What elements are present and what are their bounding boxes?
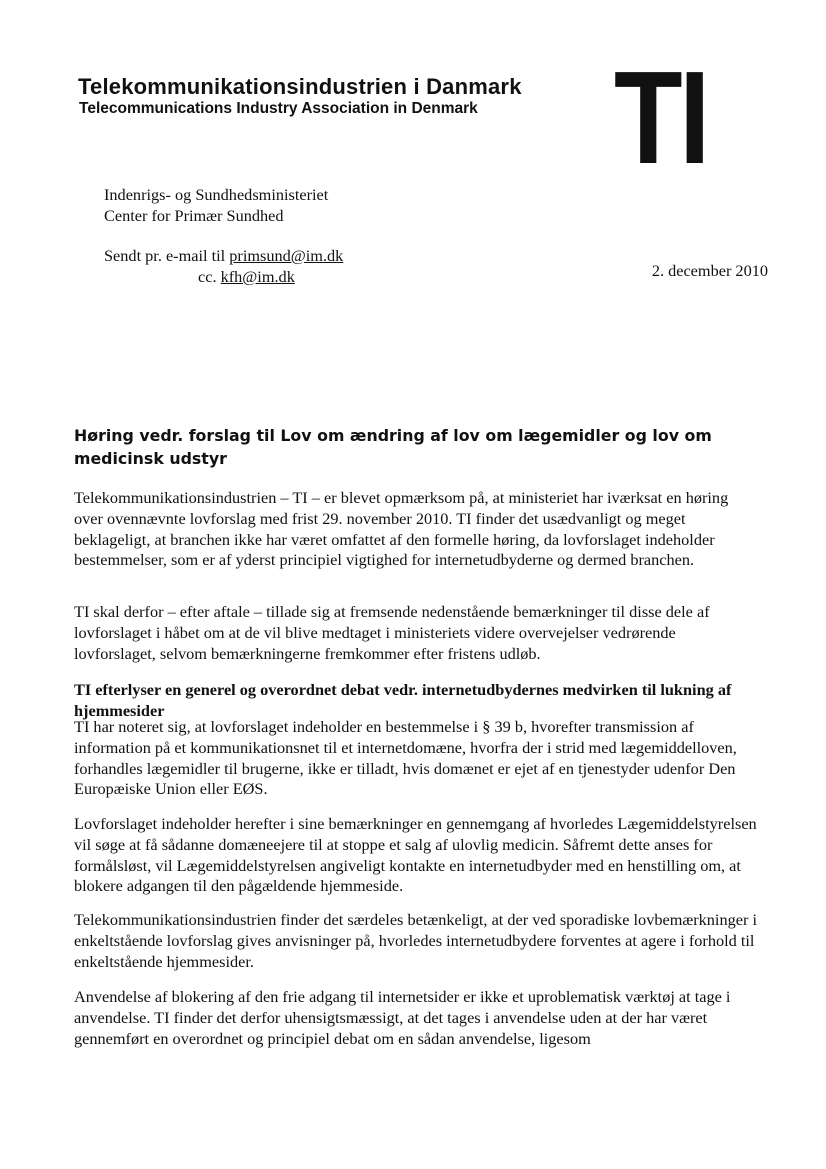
cc-prefix: cc.	[198, 266, 221, 286]
paragraph-1: Telekommunikationsindustrien – TI – er blevet opmærksom på, at ministeriet har iværksat en høring over ovennævnte lovforslag med frist 29. november 2010. TI finder det usædvanligt og meget beklageligt, at branchen ikke har været omfattet af den formelle høring, da lovforslaget indeholder bestemmelser, som er af yderst principiel vigtighed for internetudbyderne og dermed branchen.	[74, 488, 729, 570]
org-name-english: Telecommunications Industry Association in Denmark	[79, 100, 478, 117]
email-link-primsund[interactable]: primsund@im.dk	[229, 246, 344, 265]
recipient-ministry: Indenrigs- og Sundhedsministeriet	[104, 185, 329, 204]
paragraph-4: Lovforslaget indeholder herefter i sine bemærkninger en gennemgang af hvorledes Lægemiddelstyrelsen vil søge at få sådanne domæneejere til at stoppe et salg af ulovlig medicin. Såfremt dette anses for formålsløst, vil Lægemiddelstyrelsen angiveligt kontakte en internetudbyder med en henstilling om, at blokere adgangen til den pågældende hjemmeside.	[74, 814, 757, 896]
paragraph-6: Anvendelse af blokering af den frie adgang til internetsider er ikke et uproblematisk værktøj at tage i anvendelse. TI finder det derfor uhensigtsmæssigt, at det tages i anvendelse uden at der har været gennemført en overordnet og principiel debat om en sådan anvendelse, ligesom	[74, 987, 731, 1048]
paragraph-5: Telekommunikationsindustrien finder det særdeles betænkeligt, at der ved sporadiske lovbemærkninger i enkeltstående lovforslag gives anvisninger på, hvorledes internetudbydere forventes at agere i forhold til enkeltstående hjemmesider.	[74, 910, 757, 971]
email-link-kfh[interactable]: kfh@im.dk	[220, 266, 295, 286]
section-subheading: TI efterlyser en generel og overordnet debat vedr. internetudbydernes medvirken til lukning af hjemmesider	[74, 680, 732, 720]
sent-prefix: Sendt pr. e-mail til	[104, 246, 230, 265]
recipient-center: Center for Primær Sundhed	[104, 205, 284, 225]
ti-logo: TI	[614, 44, 707, 191]
org-name-danish: Telekommunikationsindustrien i Danmark	[78, 74, 522, 99]
letter-date: 2. december 2010	[651, 261, 768, 280]
sent-by-email-block	[104, 246, 343, 288]
paragraph-3: TI har noteret sig, at lovforslaget indeholder en bestemmelse i § 39 b, hvorefter transmission af information på et kommunikationsnet til et internetdomæne, hvorfra der i strid med lægemiddelloven, forhandles lægemidler til brugerne, ikke er tilladt, hvis domænet er ejet af en tjenestyder udenfor Den Europæiske Union eller EØS.	[74, 717, 737, 799]
letter-heading: Høring vedr. forslag til Lov om ændring af lov om lægemidler og lov om medicinsk udstyr	[74, 426, 712, 468]
paragraph-2: TI skal derfor – efter aftale – tillade sig at fremsende nedenstående bemærkninger til disse dele af lovforslaget i håbet om at de vil blive medtaget i ministeriets videre overvejelser vedrørende lovforslaget, selvom bemærkningerne fremkommer efter fristens udløb.	[74, 602, 710, 663]
recipient-block	[104, 185, 328, 227]
